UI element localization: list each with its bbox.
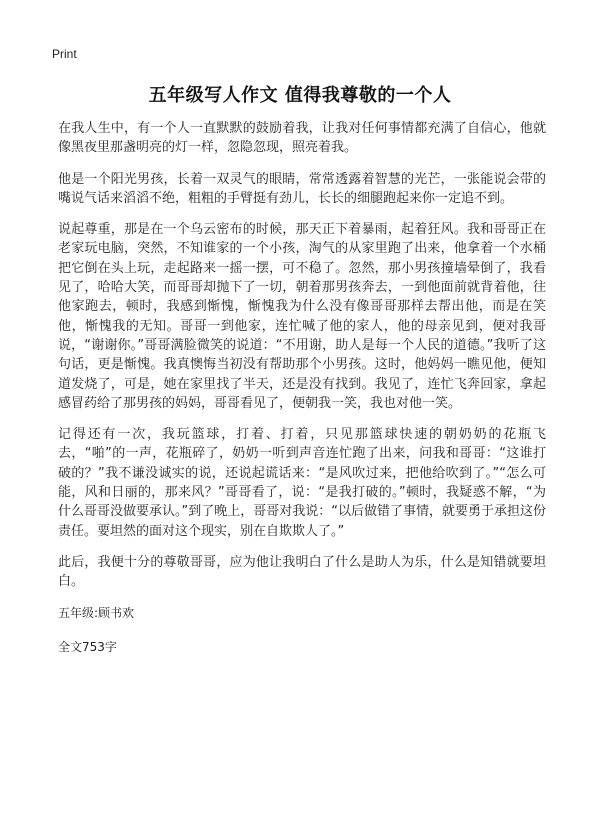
author-line: 五年级:顾书欢 <box>58 605 135 620</box>
paragraph: 说起尊重，那是在一个乌云密布的时候，那天正下着暴雨，起着狂风。我和哥哥正在老家玩电脑，突然，不知谁家的一个小孩，淘气的从家里跑了出来，他拿着一个水桶把它倒在头上玩，走起路来一摇一摆，可不稳了。忽然，那小男孩撞墙晕倒了，我看见了，哈哈大笑，而哥哥却抛下了一切，朝着那男孩奔去，一到他面前就背着他，往他家跑去，顿时，我感到惭愧，惭愧我为什么没有像哥哥那样去帮出他，而是在笑他，惭愧我的无知。哥哥一到他家，连忙喊了他的家人，他的母亲见到，便对我哥说，“谢谢你。”哥哥满脸微笑的说道：“不用谢，助人是每一个人民的道德。”我听了这句话，更是惭愧。我真懊悔当初没有帮助那个小男孩。这时，他妈妈一瞧见他，便知道发烧了，可是，她在家里找了半天，还是没有找到。我见了，连忙飞奔回家，拿起感冒药给了那男孩的妈妈，哥哥看见了，便朝我一笑，我也对他一笑。 <box>58 222 546 411</box>
word-count: 全文753字 <box>58 639 117 654</box>
print-link[interactable]: Print <box>52 47 77 61</box>
paragraph: 记得还有一次，我玩篮球，打着、打着，只见那篮球快速的朝奶奶的花瓶飞去，“啪”的一声，花瓶碎了，奶奶一听到声音连忙跑了出来，问我和哥哥：“这谁打破的？”我不谦没诚实的说，还说起谎话来：“是风吹过来，把他给吹到了。”“怎么可能，风和日丽的，那来风？”哥哥看了，说：“是我打破的。”顿时，我疑惑不解，“为什么哥哥没做要承认。”到了晚上，哥哥对我说：“以后做错了事情，就要勇于承担这份责任。要坦然的面对这个现实，别在自欺欺人了。” <box>58 427 546 539</box>
article-title: 五年级写人作文 值得我尊敬的一个人 <box>148 85 452 106</box>
paragraph: 此后，我便十分的尊敬哥哥，应为他让我明白了什么是助人为乐，什么是知错就要坦白。 <box>58 554 546 590</box>
paragraph: 他是一个阳光男孩，长着一双灵气的眼睛，常常透露着智慧的光芒，一张能说会带的嘴说气话来滔滔不绝，粗粗的手臂挺有劲儿，长长的细腿跑起来你一定追不到。 <box>58 171 546 206</box>
article-body <box>58 119 546 672</box>
paragraph: 在我人生中，有一个人一直默默的鼓励着我，让我对任何事情都充满了自信心，他就像黑夜里那盏明亮的灯一样，忽隐忽现，照亮着我。 <box>58 121 546 156</box>
